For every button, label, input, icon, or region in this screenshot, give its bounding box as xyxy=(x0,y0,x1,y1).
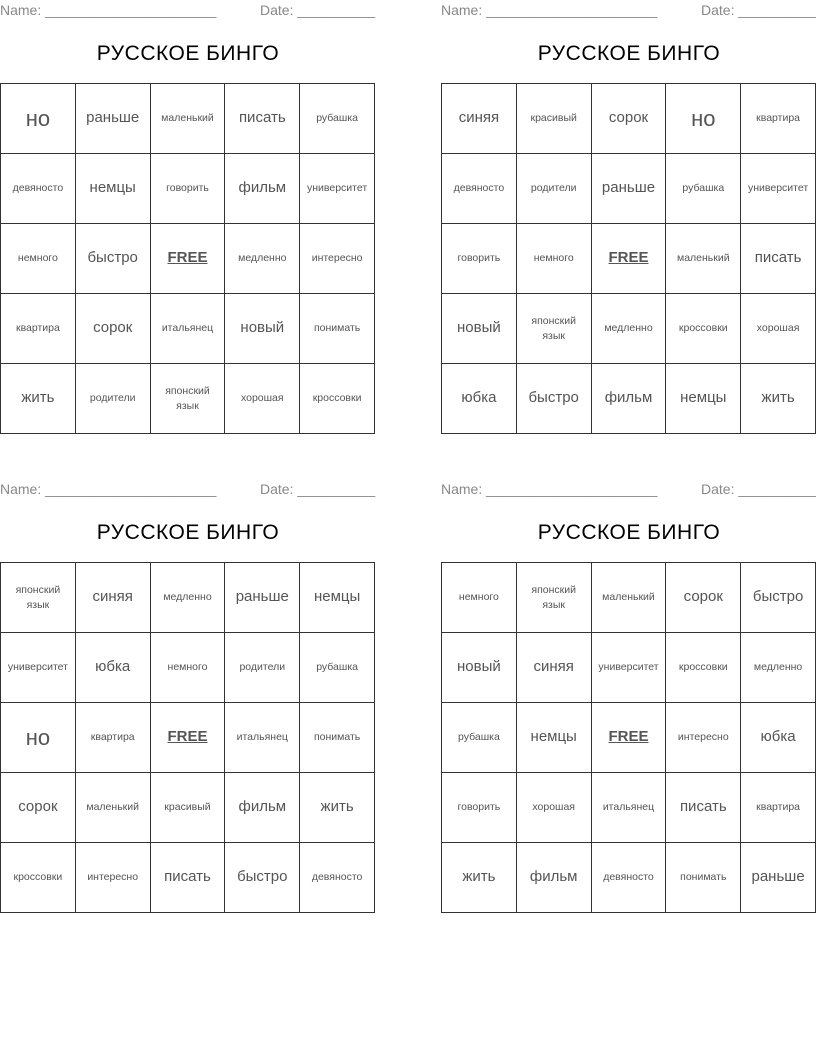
card-header-fields xyxy=(0,481,376,499)
bingo-cell[interactable]: немцы xyxy=(300,563,375,633)
bingo-cell[interactable]: жить xyxy=(300,773,375,843)
bingo-cell[interactable]: раньше xyxy=(591,154,666,224)
grid-row xyxy=(1,84,375,154)
bingo-cell[interactable]: но xyxy=(1,703,76,773)
free-space-cell[interactable]: FREE xyxy=(150,703,225,773)
bingo-grid xyxy=(441,83,816,434)
grid-row xyxy=(442,84,816,154)
bingo-cell[interactable]: интересно xyxy=(75,843,150,913)
bingo-cell[interactable]: быстро xyxy=(75,224,150,294)
date-field-label: Date: __________ xyxy=(701,481,816,497)
bingo-cell[interactable]: фильм xyxy=(225,154,300,224)
bingo-cell[interactable]: немного xyxy=(442,563,517,633)
bingo-grid xyxy=(441,562,816,913)
grid-row xyxy=(1,773,375,843)
bingo-cell[interactable]: раньше xyxy=(75,84,150,154)
bingo-card xyxy=(0,0,376,440)
bingo-cell[interactable]: немцы xyxy=(75,154,150,224)
free-space-cell[interactable]: FREE xyxy=(150,224,225,294)
bingo-cell[interactable]: но xyxy=(666,84,741,154)
bingo-cell[interactable]: немцы xyxy=(516,703,591,773)
date-field-label: Date: __________ xyxy=(260,2,376,18)
bingo-cell[interactable]: девяносто xyxy=(591,843,666,913)
bingo-cell[interactable]: жить xyxy=(741,364,816,434)
bingo-cell[interactable]: японский язык xyxy=(1,563,76,633)
grid-row xyxy=(442,773,816,843)
card-header-fields xyxy=(441,2,816,20)
name-field-label: Name: ______________________ xyxy=(0,2,217,18)
date-field-label: Date: __________ xyxy=(260,481,376,497)
grid-row xyxy=(442,703,816,773)
bingo-cell[interactable]: фильм xyxy=(516,843,591,913)
bingo-cell[interactable]: девяносто xyxy=(300,843,375,913)
bingo-grid xyxy=(0,562,375,913)
date-field-label: Date: __________ xyxy=(701,2,816,18)
bingo-cell[interactable]: новый xyxy=(442,294,517,364)
bingo-cell[interactable]: маленький xyxy=(75,773,150,843)
bingo-cell[interactable]: сорок xyxy=(1,773,76,843)
bingo-cell[interactable]: синяя xyxy=(75,563,150,633)
bingo-cell[interactable]: говорить xyxy=(442,773,517,843)
bingo-cell[interactable]: сорок xyxy=(591,84,666,154)
bingo-cell[interactable]: маленький xyxy=(150,84,225,154)
bingo-cell[interactable]: писать xyxy=(150,843,225,913)
bingo-cell[interactable]: квартира xyxy=(741,773,816,843)
bingo-cell[interactable]: кроссовки xyxy=(1,843,76,913)
grid-row xyxy=(442,843,816,913)
grid-row xyxy=(442,154,816,224)
bingo-cell[interactable]: юбка xyxy=(75,633,150,703)
bingo-cell[interactable]: писать xyxy=(225,84,300,154)
grid-row xyxy=(1,364,375,434)
bingo-cell[interactable]: говорить xyxy=(150,154,225,224)
bingo-cell[interactable]: интересно xyxy=(300,224,375,294)
bingo-cell[interactable]: немного xyxy=(516,224,591,294)
name-field-label: Name: ______________________ xyxy=(441,481,658,497)
name-field-label: Name: ______________________ xyxy=(0,481,217,497)
bingo-cell[interactable]: родители xyxy=(516,154,591,224)
bingo-cell[interactable]: новый xyxy=(442,633,517,703)
bingo-cell[interactable]: быстро xyxy=(225,843,300,913)
bingo-cell[interactable]: рубашка xyxy=(666,154,741,224)
grid-row xyxy=(1,294,375,364)
bingo-cell[interactable]: юбка xyxy=(442,364,517,434)
bingo-card xyxy=(441,479,816,919)
bingo-cell[interactable]: медленно xyxy=(741,633,816,703)
bingo-cell[interactable]: фильм xyxy=(225,773,300,843)
grid-row xyxy=(442,224,816,294)
bingo-cell[interactable]: фильм xyxy=(591,364,666,434)
bingo-cell[interactable]: маленький xyxy=(591,563,666,633)
bingo-cell[interactable]: рубашка xyxy=(300,84,375,154)
bingo-cell[interactable]: рубашка xyxy=(442,703,517,773)
bingo-card xyxy=(441,0,816,440)
bingo-cell[interactable]: японский язык xyxy=(150,364,225,434)
bingo-cell[interactable]: кроссовки xyxy=(666,633,741,703)
bingo-cell[interactable]: итальянец xyxy=(225,703,300,773)
bingo-cell[interactable]: университет xyxy=(741,154,816,224)
bingo-cell[interactable]: немцы xyxy=(666,364,741,434)
card-title: РУССКОЕ БИНГО xyxy=(96,521,280,544)
bingo-cell[interactable]: хорошая xyxy=(225,364,300,434)
grid-row xyxy=(442,294,816,364)
bingo-cell[interactable]: маленький xyxy=(666,224,741,294)
bingo-cell[interactable]: девяносто xyxy=(442,154,517,224)
card-title: РУССКОЕ БИНГО xyxy=(537,521,721,544)
bingo-cell[interactable]: красивый xyxy=(150,773,225,843)
bingo-cell[interactable]: сорок xyxy=(666,563,741,633)
bingo-cell[interactable]: японский язык xyxy=(516,563,591,633)
bingo-cell[interactable]: синяя xyxy=(442,84,517,154)
bingo-cell[interactable]: медленно xyxy=(591,294,666,364)
grid-row xyxy=(1,224,375,294)
bingo-cell[interactable]: немного xyxy=(150,633,225,703)
bingo-cell[interactable]: кроссовки xyxy=(666,294,741,364)
bingo-cell[interactable]: раньше xyxy=(741,843,816,913)
card-header-fields xyxy=(441,481,816,499)
bingo-cell[interactable]: интересно xyxy=(666,703,741,773)
bingo-cell[interactable]: понимать xyxy=(300,703,375,773)
bingo-cell[interactable]: быстро xyxy=(516,364,591,434)
bingo-cell[interactable]: синяя xyxy=(516,633,591,703)
bingo-cell[interactable]: родители xyxy=(75,364,150,434)
bingo-cell[interactable]: университет xyxy=(1,633,76,703)
grid-row xyxy=(442,563,816,633)
bingo-cell[interactable]: раньше xyxy=(225,563,300,633)
free-space-cell[interactable]: FREE xyxy=(591,224,666,294)
card-title: РУССКОЕ БИНГО xyxy=(537,42,721,65)
grid-row xyxy=(1,703,375,773)
name-field-label: Name: ______________________ xyxy=(441,2,658,18)
bingo-cell[interactable]: квартира xyxy=(741,84,816,154)
bingo-cell[interactable]: понимать xyxy=(300,294,375,364)
bingo-cell[interactable]: хорошая xyxy=(516,773,591,843)
grid-row xyxy=(1,633,375,703)
bingo-cell[interactable]: квартира xyxy=(75,703,150,773)
grid-row xyxy=(1,154,375,224)
bingo-card xyxy=(0,479,376,919)
grid-row xyxy=(1,843,375,913)
card-header-fields xyxy=(0,2,376,20)
bingo-cell[interactable]: рубашка xyxy=(300,633,375,703)
bingo-cell[interactable]: университет xyxy=(300,154,375,224)
bingo-cell[interactable]: итальянец xyxy=(150,294,225,364)
bingo-cell[interactable]: но xyxy=(1,84,76,154)
grid-row xyxy=(1,563,375,633)
bingo-cell[interactable]: университет xyxy=(591,633,666,703)
bingo-cell[interactable]: писать xyxy=(741,224,816,294)
bingo-cell[interactable]: японский язык xyxy=(516,294,591,364)
bingo-cell[interactable]: родители xyxy=(225,633,300,703)
bingo-cell[interactable]: писать xyxy=(666,773,741,843)
free-space-cell[interactable]: FREE xyxy=(591,703,666,773)
bingo-cell[interactable]: медленно xyxy=(225,224,300,294)
bingo-cell[interactable]: сорок xyxy=(75,294,150,364)
bingo-cell[interactable]: медленно xyxy=(150,563,225,633)
bingo-cell[interactable]: итальянец xyxy=(591,773,666,843)
bingo-cell[interactable]: квартира xyxy=(1,294,76,364)
bingo-cell[interactable]: говорить xyxy=(442,224,517,294)
bingo-cell[interactable]: понимать xyxy=(666,843,741,913)
bingo-cell[interactable]: красивый xyxy=(516,84,591,154)
bingo-cell[interactable]: хорошая xyxy=(741,294,816,364)
bingo-cell[interactable]: девяносто xyxy=(1,154,76,224)
bingo-cell[interactable]: юбка xyxy=(741,703,816,773)
grid-row xyxy=(442,633,816,703)
grid-row xyxy=(442,364,816,434)
bingo-grid xyxy=(0,83,375,434)
bingo-cell[interactable]: быстро xyxy=(741,563,816,633)
bingo-cell[interactable]: новый xyxy=(225,294,300,364)
bingo-cell[interactable]: жить xyxy=(442,843,517,913)
bingo-cell[interactable]: жить xyxy=(1,364,76,434)
bingo-cell[interactable]: немного xyxy=(1,224,76,294)
bingo-cell[interactable]: кроссовки xyxy=(300,364,375,434)
card-title: РУССКОЕ БИНГО xyxy=(96,42,280,65)
